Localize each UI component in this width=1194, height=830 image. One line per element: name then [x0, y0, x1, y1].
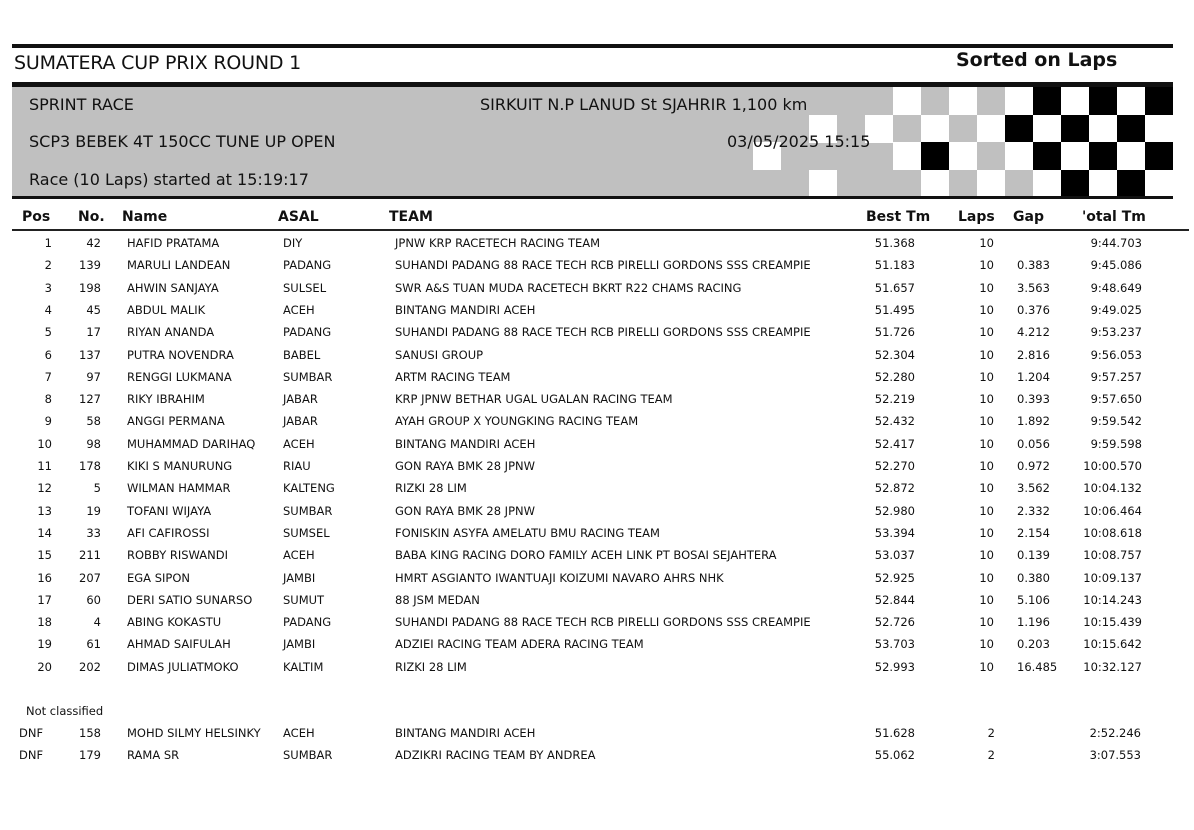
checker-cell	[1089, 170, 1117, 198]
cell-pos: 12	[37, 481, 52, 496]
cell-team: HMRT ASGIANTO IWANTUAJI KOIZUMI NAVARO AHRS NHK	[395, 570, 724, 585]
checker-cell	[921, 87, 949, 115]
checker-cell	[1033, 87, 1061, 115]
cell-name: MARULI LANDEAN	[127, 258, 231, 273]
cell-gap: 1.204	[1017, 369, 1050, 384]
cell-team: 88 JSM MEDAN	[395, 592, 480, 607]
cell-team: AYAH GROUP X YOUNGKING RACING TEAM	[395, 414, 639, 429]
cell-pos: 18	[37, 615, 52, 630]
cell-asal: SUMSEL	[283, 525, 330, 540]
cell-best: 55.062	[874, 748, 915, 763]
cell-team: ARTM RACING TEAM	[395, 369, 511, 384]
col-header-team: TEAM	[389, 209, 433, 225]
cell-no: 42	[86, 236, 101, 250]
cell-name: KIKI S MANURUNG	[127, 459, 233, 473]
cell-gap: 2.154	[1017, 525, 1050, 540]
cell-laps: 10	[979, 392, 994, 407]
cell-total: 10:14.243	[1083, 592, 1142, 607]
cell-gap: 0.056	[1017, 436, 1050, 451]
cell-no: 97	[86, 369, 101, 384]
cell-laps: 10	[979, 637, 994, 652]
checker-cell	[949, 115, 977, 143]
cell-pos: 19	[37, 637, 52, 652]
checker-cell	[1117, 115, 1145, 143]
cell-team: SANUSI GROUP	[395, 347, 484, 362]
checker-cell	[1005, 87, 1033, 115]
cell-total: 9:59.542	[1090, 414, 1142, 429]
cell-asal: JABAR	[283, 392, 318, 407]
cell-best: 52.270	[874, 459, 915, 473]
checker-cell	[1145, 170, 1173, 198]
cell-asal: SUMBAR	[283, 748, 333, 763]
cell-asal: SULSEL	[283, 280, 327, 295]
cell-total: 9:45.086	[1090, 258, 1142, 273]
cell-laps: 10	[979, 436, 994, 451]
cell-total: 9:59.598	[1090, 436, 1142, 451]
cell-no: 19	[86, 503, 101, 518]
cell-name: MUHAMMAD DARIHAQ	[127, 436, 256, 451]
cell-pos: 8	[44, 392, 52, 407]
cell-no: 137	[79, 347, 101, 362]
result-row	[0, 392, 1194, 414]
cell-name: RENGGI LUKMANA	[127, 369, 232, 384]
checker-cell	[1061, 142, 1089, 170]
cell-name: AHWIN SANJAYA	[127, 280, 219, 295]
result-row	[0, 281, 1194, 303]
cell-pos: 2	[44, 258, 52, 273]
cell-asal: PADANG	[283, 325, 332, 340]
cell-name: AFI CAFIROSSI	[127, 525, 210, 540]
checker-cell	[1089, 87, 1117, 115]
cell-gap: 16.485	[1017, 659, 1058, 674]
cell-total: 9:48.649	[1090, 280, 1142, 295]
cell-name: WILMAN HAMMAR	[127, 481, 231, 496]
checker-cell	[949, 142, 977, 170]
cell-best: 52.872	[874, 481, 915, 496]
cell-laps: 10	[979, 302, 994, 317]
cell-name: ABDUL MALIK	[127, 302, 206, 317]
header-rule	[12, 229, 1189, 231]
cell-laps: 10	[979, 548, 994, 563]
cell-best: 52.844	[874, 592, 915, 607]
cell-name: HAFID PRATAMA	[127, 236, 220, 250]
cell-total: 2:52.246	[1089, 726, 1141, 740]
checker-cell	[1033, 170, 1061, 198]
cell-laps: 10	[979, 369, 994, 384]
checker-cell	[809, 170, 837, 198]
checker-cell	[1061, 87, 1089, 115]
cell-laps: 10	[979, 503, 994, 518]
cell-pos: DNF	[19, 748, 44, 763]
cell-gap: 1.892	[1017, 414, 1050, 429]
result-row	[0, 370, 1194, 392]
cell-total: 10:15.439	[1083, 615, 1142, 630]
result-row	[0, 348, 1194, 370]
cell-asal: RIAU	[283, 459, 311, 473]
cell-no: 4	[93, 615, 101, 630]
cell-pos: 10	[37, 436, 52, 451]
cell-name: RIKY IBRAHIM	[127, 392, 205, 407]
cell-team: ADZIEI RACING TEAM ADERA RACING TEAM	[395, 637, 644, 652]
cell-gap: 3.562	[1017, 481, 1050, 496]
cell-no: 207	[79, 570, 101, 585]
cell-total: 10:00.570	[1083, 459, 1142, 473]
cell-pos: 9	[44, 414, 52, 429]
cell-total: 9:49.025	[1090, 302, 1142, 317]
cell-name: ROBBY RISWANDI	[127, 548, 229, 563]
col-header-total-time: 'otal Tm	[1082, 209, 1146, 225]
cell-total: 3:07.553	[1089, 748, 1141, 763]
cell-name: EGA SIPON	[127, 570, 190, 585]
race-start-info: Race (10 Laps) started at 15:19:17	[29, 170, 309, 189]
checker-cell	[893, 115, 921, 143]
cell-asal: ACEH	[283, 548, 315, 563]
cell-best: 51.495	[874, 302, 915, 317]
cell-no: 211	[79, 548, 101, 563]
cell-asal: SUMBAR	[283, 369, 333, 384]
result-row	[0, 325, 1194, 347]
cell-no: 127	[79, 392, 101, 407]
cell-best: 53.703	[874, 637, 915, 652]
race-info-band	[12, 82, 1173, 199]
cell-best: 53.037	[874, 548, 915, 563]
cell-team: BINTANG MANDIRI ACEH	[395, 726, 536, 740]
checker-cell	[1145, 87, 1173, 115]
cell-asal: BABEL	[283, 347, 321, 362]
cell-total: 10:15.642	[1083, 637, 1142, 652]
checker-cell	[1145, 142, 1173, 170]
cell-asal: JAMBI	[283, 570, 316, 585]
cell-best: 51.368	[874, 236, 915, 250]
cell-best: 53.394	[874, 525, 915, 540]
checker-cell	[1117, 142, 1145, 170]
not-classified-row	[0, 748, 1194, 770]
cell-total: 9:44.703	[1090, 236, 1142, 250]
cell-name: PUTRA NOVENDRA	[127, 347, 234, 362]
cell-team: ADZIKRI RACING TEAM BY ANDREA	[395, 748, 596, 763]
cell-pos: 1	[44, 236, 52, 250]
top-rule	[12, 44, 1173, 48]
checker-cell	[921, 115, 949, 143]
cell-total: 9:56.053	[1090, 347, 1142, 362]
cell-no: 98	[86, 436, 101, 451]
cell-laps: 10	[979, 280, 994, 295]
cell-gap: 0.203	[1017, 637, 1050, 652]
checker-cell	[1117, 170, 1145, 198]
cell-pos: 11	[37, 459, 52, 473]
cell-laps: 10	[979, 325, 994, 340]
cell-no: 45	[86, 302, 101, 317]
cell-best: 51.628	[874, 726, 915, 740]
result-row	[0, 637, 1194, 659]
checker-cell	[1033, 142, 1061, 170]
cell-laps: 10	[979, 236, 994, 250]
cell-best: 51.183	[874, 258, 915, 273]
cell-gap: 3.563	[1017, 280, 1050, 295]
cell-best: 52.219	[874, 392, 915, 407]
cell-team: BINTANG MANDIRI ACEH	[395, 436, 536, 451]
cell-pos: 20	[37, 659, 52, 674]
cell-name: TOFANI WIJAYA	[127, 503, 212, 518]
cell-team: KRP JPNW BETHAR UGAL UGALAN RACING TEAM	[395, 392, 673, 407]
cell-no: 158	[79, 726, 101, 740]
cell-gap: 0.376	[1017, 302, 1050, 317]
cell-no: 60	[86, 592, 101, 607]
cell-asal: ACEH	[283, 726, 315, 740]
cell-pos: 13	[37, 503, 52, 518]
cell-no: 178	[79, 459, 101, 473]
cell-no: 198	[79, 280, 101, 295]
checker-cell	[949, 170, 977, 198]
cell-team: GON RAYA BMK 28 JPNW	[395, 503, 535, 518]
cell-total: 9:57.650	[1090, 392, 1142, 407]
cell-asal: SUMBAR	[283, 503, 333, 518]
cell-total: 10:04.132	[1083, 481, 1142, 496]
checker-cell	[893, 142, 921, 170]
cell-asal: KALTENG	[283, 481, 335, 496]
cell-best: 52.925	[874, 570, 915, 585]
cell-name: ANGGI PERMANA	[127, 414, 225, 429]
cell-no: 179	[79, 748, 101, 763]
cell-pos: 15	[37, 548, 52, 563]
cell-pos: 5	[44, 325, 52, 340]
cell-gap: 1.196	[1017, 615, 1050, 630]
cell-no: 58	[86, 414, 101, 429]
cell-team: FONISKIN ASYFA AMELATU BMU RACING TEAM	[395, 525, 660, 540]
circuit-name: SIRKUIT N.P LANUD St SJAHRIR 1,100 km	[480, 95, 808, 114]
cell-best: 52.280	[874, 369, 915, 384]
cell-total: 10:08.618	[1083, 525, 1142, 540]
cell-team: JPNW KRP RACETECH RACING TEAM	[395, 236, 601, 250]
cell-laps: 10	[979, 459, 994, 473]
cell-team: GON RAYA BMK 28 JPNW	[395, 459, 535, 473]
checker-cell	[1033, 115, 1061, 143]
result-row	[0, 303, 1194, 325]
checker-cell	[1005, 115, 1033, 143]
result-row	[0, 571, 1194, 593]
cell-no: 5	[93, 481, 101, 496]
cell-name: RAMA SR	[127, 748, 180, 763]
result-row	[0, 459, 1194, 481]
checker-cell	[893, 87, 921, 115]
cell-pos: 7	[44, 369, 52, 384]
cell-name: MOHD SILMY HELSINKY	[127, 726, 261, 740]
checker-cell	[1117, 87, 1145, 115]
cell-best: 52.726	[874, 615, 915, 630]
checker-cell	[949, 87, 977, 115]
cell-asal: PADANG	[283, 615, 332, 630]
cell-name: ABING KOKASTU	[127, 615, 222, 630]
cell-best: 52.432	[874, 414, 915, 429]
cell-no: 33	[86, 525, 101, 540]
result-row	[0, 437, 1194, 459]
result-row	[0, 660, 1194, 682]
cell-best: 52.417	[874, 436, 915, 451]
result-row	[0, 615, 1194, 637]
cell-laps: 10	[979, 481, 994, 496]
cell-pos: 6	[44, 347, 52, 362]
col-header-no: No.	[78, 209, 105, 225]
cell-best: 51.726	[874, 325, 915, 340]
cell-asal: JABAR	[283, 414, 318, 429]
cell-no: 17	[86, 325, 101, 340]
cell-best: 51.657	[874, 280, 915, 295]
checker-cell	[977, 87, 1005, 115]
cell-pos: 4	[44, 302, 52, 317]
cell-laps: 10	[979, 258, 994, 273]
cell-laps: 10	[979, 592, 994, 607]
cell-best: 52.980	[874, 503, 915, 518]
cell-asal: KALTIM	[283, 659, 324, 674]
cell-pos: 14	[37, 525, 52, 540]
cell-team: BABA KING RACING DORO FAMILY ACEH LINK PT BOSAI SEJAHTERA	[395, 548, 777, 563]
cell-team: SUHANDI PADANG 88 RACE TECH RCB PIRELLI GORDONS SSS CREAMPIE	[395, 325, 811, 340]
cell-laps: 2	[987, 748, 995, 763]
cell-pos: 3	[44, 280, 52, 295]
cell-total: 9:57.257	[1090, 369, 1142, 384]
result-row	[0, 481, 1194, 503]
col-header-laps: Laps	[958, 209, 995, 225]
result-row	[0, 414, 1194, 436]
cell-name: AHMAD SAIFULAH	[127, 637, 231, 652]
cell-gap: 0.380	[1017, 570, 1050, 585]
cell-gap: 5.106	[1017, 592, 1050, 607]
cell-name: RIYAN ANANDA	[127, 325, 215, 340]
checker-cell	[1061, 170, 1089, 198]
cell-no: 202	[79, 659, 101, 674]
cell-asal: ACEH	[283, 436, 315, 451]
cell-no: 139	[79, 258, 101, 273]
race-datetime: 03/05/2025 15:15	[727, 132, 871, 151]
cell-asal: DIY	[283, 236, 303, 250]
cell-team: SWR A&S TUAN MUDA RACETECH BKRT R22 CHAMS RACING	[395, 280, 742, 295]
cell-pos: DNF	[19, 726, 44, 740]
cell-pos: 17	[37, 592, 52, 607]
cell-gap: 0.972	[1017, 459, 1050, 473]
result-row	[0, 258, 1194, 280]
checker-cell	[1061, 115, 1089, 143]
checker-cell	[1145, 115, 1173, 143]
cell-team: RIZKI 28 LIM	[395, 659, 467, 674]
col-header-asal: ASAL	[278, 209, 319, 225]
class-name: SCP3 BEBEK 4T 150CC TUNE UP OPEN	[29, 132, 336, 151]
cell-total: 10:08.757	[1083, 548, 1142, 563]
cell-total: 10:06.464	[1083, 503, 1142, 518]
cell-gap: 4.212	[1017, 325, 1050, 340]
cell-asal: PADANG	[283, 258, 332, 273]
cell-asal: SUMUT	[283, 592, 325, 607]
checker-cell	[921, 142, 949, 170]
cell-total: 10:09.137	[1083, 570, 1142, 585]
checker-cell	[1089, 142, 1117, 170]
not-classified-label: Not classified	[26, 704, 104, 718]
col-header-pos: Pos	[22, 209, 51, 225]
checker-cell	[977, 142, 1005, 170]
cell-gap: 2.332	[1017, 503, 1050, 518]
cell-asal: ACEH	[283, 302, 315, 317]
cell-pos: 16	[37, 570, 52, 585]
col-header-best-time: Best Tm	[866, 209, 931, 225]
cell-laps: 10	[979, 525, 994, 540]
sort-label: Sorted on Laps	[956, 49, 1118, 71]
result-row	[0, 526, 1194, 548]
cell-name: DIMAS JULIATMOKO	[127, 659, 239, 674]
checker-cell	[1005, 142, 1033, 170]
checker-cell	[1005, 170, 1033, 198]
cell-total: 10:32.127	[1083, 659, 1142, 674]
cell-team: SUHANDI PADANG 88 RACE TECH RCB PIRELLI GORDONS SSS CREAMPIE	[395, 615, 811, 630]
checker-cell	[921, 170, 949, 198]
result-row	[0, 504, 1194, 526]
col-header-name: Name	[122, 209, 168, 225]
cell-laps: 10	[979, 570, 994, 585]
cell-laps: 10	[979, 414, 994, 429]
not-classified-row	[0, 726, 1194, 748]
col-header-gap: Gap	[1013, 209, 1044, 225]
result-row	[0, 593, 1194, 615]
cell-total: 9:53.237	[1090, 325, 1142, 340]
checker-cell	[977, 115, 1005, 143]
cell-laps: 10	[979, 347, 994, 362]
race-type: SPRINT RACE	[29, 95, 134, 114]
result-row	[0, 548, 1194, 570]
cell-name: DERI SATIO SUNARSO	[127, 592, 253, 607]
cell-laps: 2	[987, 726, 995, 740]
cell-gap: 0.393	[1017, 392, 1050, 407]
cell-gap: 0.383	[1017, 258, 1050, 273]
checker-cell	[1089, 115, 1117, 143]
cell-gap: 0.139	[1017, 548, 1050, 563]
cell-gap: 2.816	[1017, 347, 1050, 362]
cell-asal: JAMBI	[283, 637, 316, 652]
cell-no: 61	[86, 637, 101, 652]
cell-team: BINTANG MANDIRI ACEH	[395, 302, 536, 317]
cell-team: RIZKI 28 LIM	[395, 481, 467, 496]
event-title: SUMATERA CUP PRIX ROUND 1	[14, 52, 301, 74]
cell-laps: 10	[979, 615, 994, 630]
checker-cell	[977, 170, 1005, 198]
cell-best: 52.993	[874, 659, 915, 674]
result-row	[0, 236, 1194, 258]
cell-laps: 10	[979, 659, 994, 674]
cell-best: 52.304	[874, 347, 915, 362]
cell-team: SUHANDI PADANG 88 RACE TECH RCB PIRELLI GORDONS SSS CREAMPIE	[395, 258, 811, 273]
